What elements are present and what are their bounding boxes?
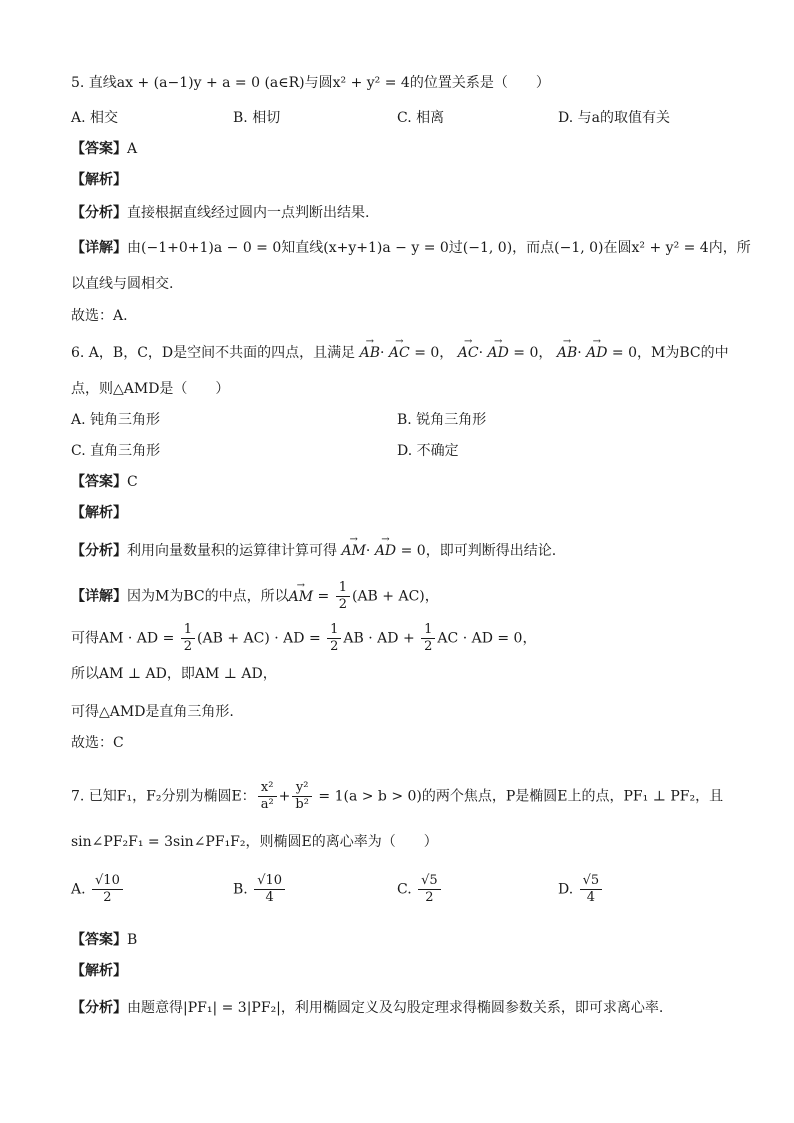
line2-expr3: AB · AD + — [343, 630, 420, 647]
option-fraction — [92, 873, 123, 906]
vector-ab: → AB — [360, 343, 380, 363]
q5-option-a: A. 相交 — [71, 110, 119, 126]
answer-label: 【答案】 — [71, 474, 127, 490]
vector-am: → AM — [289, 587, 313, 607]
q5-option-b: B. 相切 — [233, 110, 281, 126]
q7-option-a — [71, 873, 125, 906]
q6-xiangjie-line3: 所以AM ⊥ AD，即AM ⊥ AD， — [71, 666, 277, 682]
q6-answer — [71, 472, 138, 492]
equals-zero-tail: = 0，M为BC的中 — [607, 345, 729, 361]
vector-ad: → AD — [487, 343, 508, 363]
fraction-half — [336, 580, 350, 613]
q7-jiexi: 【解析】 — [71, 963, 127, 979]
fraction-numerator: √5 — [418, 873, 441, 890]
vector-am: → AM — [341, 541, 365, 561]
answer-value: A — [127, 141, 138, 157]
equals-zero: = 0， — [508, 345, 553, 361]
line2-expr1: AM · AD = — [99, 630, 179, 647]
dot-operator: · — [577, 345, 587, 361]
fraction-numerator: √10 — [254, 873, 285, 890]
q6-option-c: C. 直角三角形 — [71, 443, 161, 459]
q7-stem-tail: = 1(a > b > 0)的两个焦点，P是椭圆E上的点，PF₁ ⊥ PF₂，且 — [313, 788, 724, 805]
q7-stem-line2: sin∠PF₂F₁ = 3sin∠PF₁F₂，则椭圆E的离心率为（ ） — [71, 834, 438, 850]
option-label: C. — [397, 881, 412, 898]
fraction-numerator: 1 — [327, 622, 341, 639]
q5-option-c: C. 相离 — [397, 110, 445, 126]
answer-value: B — [127, 932, 138, 948]
fenxi-text: 利用向量数量积的运算律计算可得 — [127, 543, 337, 559]
q7-option-d — [558, 873, 604, 906]
fraction-denominator: 2 — [338, 597, 347, 612]
q7-fenxi — [71, 998, 663, 1018]
q5-answer — [71, 139, 137, 159]
vector-ac: → AC — [458, 343, 479, 363]
fraction-numerator: x² — [258, 780, 277, 797]
fraction-numerator: √10 — [92, 873, 123, 890]
q6-gu: 故选：C — [71, 735, 124, 751]
vector-ab: → AB — [557, 343, 577, 363]
option-label: A. — [71, 881, 86, 898]
vector-ad: → AD — [586, 343, 607, 363]
answer-value: C — [127, 474, 138, 490]
q7-stem-line1 — [71, 780, 723, 813]
fraction-numerator: 1 — [181, 622, 195, 639]
q6-xiangjie-line1 — [71, 580, 439, 613]
q6-fenxi — [71, 541, 556, 561]
answer-label: 【答案】 — [71, 141, 127, 157]
q6-option-a: A. 钝角三角形 — [71, 412, 161, 428]
answer-label: 【答案】 — [71, 932, 127, 948]
q5-gu: 故选：A. — [71, 308, 128, 324]
option-fraction — [418, 873, 441, 906]
vector-sum: (AB + AC)， — [351, 588, 439, 605]
fenxi-label: 【分析】 — [71, 1000, 127, 1016]
q6-stem-line2: 点，则△AMD是（ ） — [71, 381, 230, 397]
fraction-half — [327, 622, 341, 655]
fraction-denominator: 2 — [425, 890, 434, 905]
fraction-numerator: 1 — [336, 580, 350, 597]
fenxi-text: 直接根据直线经过圆内一点判断出结果. — [127, 205, 370, 221]
fraction-denominator: a² — [260, 797, 274, 812]
fraction-denominator: 2 — [424, 639, 433, 654]
fraction-numerator: √5 — [580, 873, 603, 890]
q5-xiangjie-line2: 以直线与圆相交. — [71, 276, 174, 292]
q6-xiangjie-line4: 可得△AMD是直角三角形. — [71, 704, 234, 720]
fraction-half — [181, 622, 195, 655]
q6-option-b: B. 锐角三角形 — [397, 412, 487, 428]
fraction-denominator: 2 — [330, 639, 339, 654]
q5-fenxi — [71, 203, 369, 223]
equals-zero: = 0， — [409, 345, 454, 361]
vector-ad: → AD — [375, 541, 396, 561]
dot-operator: · — [365, 543, 375, 559]
fraction-denominator: 2 — [103, 890, 112, 905]
fraction-denominator: 2 — [183, 639, 193, 654]
xiangjie-text: 因为M为BC的中点，所以 — [127, 588, 289, 605]
q6-stem-text: 6. A，B，C，D是空间不共面的四点，且满足 — [71, 345, 356, 361]
fraction-numerator: 1 — [421, 622, 435, 639]
q7-option-c — [397, 873, 443, 906]
line2-prefix: 可得 — [71, 630, 99, 647]
fenxi-tail: = 0，即可判断得出结论. — [396, 543, 557, 559]
q7-answer — [71, 930, 137, 950]
dot-operator: · — [380, 345, 389, 361]
option-fraction — [254, 873, 285, 906]
option-label: D. — [558, 881, 574, 898]
xiangjie-text: 由(−1+0+1)a − 0 = 0知直线(x+y+1)a − y = 0过(−1, 0)，而点(−1, 0)在圆x² + y² = 4内，所 — [127, 240, 751, 256]
q5-jiexi: 【解析】 — [71, 172, 127, 188]
line2-expr4: AC · AD = 0， — [437, 630, 537, 647]
q7-stem-text: 7. 已知F₁，F₂分别为椭圆E： — [71, 788, 256, 805]
fenxi-label: 【分析】 — [71, 205, 127, 221]
q5-option-d: D. 与a的取值有关 — [558, 110, 670, 126]
fraction-half — [421, 622, 435, 655]
xiangjie-label: 【详解】 — [71, 588, 127, 605]
q6-option-d: D. 不确定 — [397, 443, 459, 459]
q6-jiexi: 【解析】 — [71, 505, 127, 521]
fraction-denominator: 4 — [265, 890, 274, 905]
option-label: B. — [233, 881, 248, 898]
option-fraction — [580, 873, 603, 906]
xiangjie-label: 【详解】 — [71, 240, 127, 256]
fraction-numerator: y² — [292, 780, 312, 797]
q5-stem: 5. 直线ax + (a−1)y + a = 0 (a∈R)与圆x² + y² = 4的位置关系是（ ） — [71, 75, 550, 91]
fraction-y2-b2 — [292, 780, 312, 813]
fenxi-label: 【分析】 — [71, 543, 127, 559]
q6-stem-line1 — [71, 343, 729, 363]
fraction-denominator: b² — [295, 797, 309, 812]
line2-expr2: (AB + AC) · AD = — [197, 630, 326, 647]
q7-option-b — [233, 873, 287, 906]
vector-ac: → AC — [389, 343, 410, 363]
dot-operator: · — [478, 345, 488, 361]
q6-xiangjie-line2 — [71, 622, 536, 655]
equals-sign: = — [313, 588, 334, 605]
fraction-denominator: 4 — [586, 890, 596, 905]
fenxi-text: 由题意得|PF₁| = 3|PF₂|，利用椭圆定义及勾股定理求得椭圆参数关系，即可求离心率. — [127, 1000, 664, 1016]
q5-xiangjie-line1 — [71, 238, 751, 258]
fraction-x2-a2 — [258, 780, 277, 813]
plus-sign: + — [278, 788, 291, 805]
